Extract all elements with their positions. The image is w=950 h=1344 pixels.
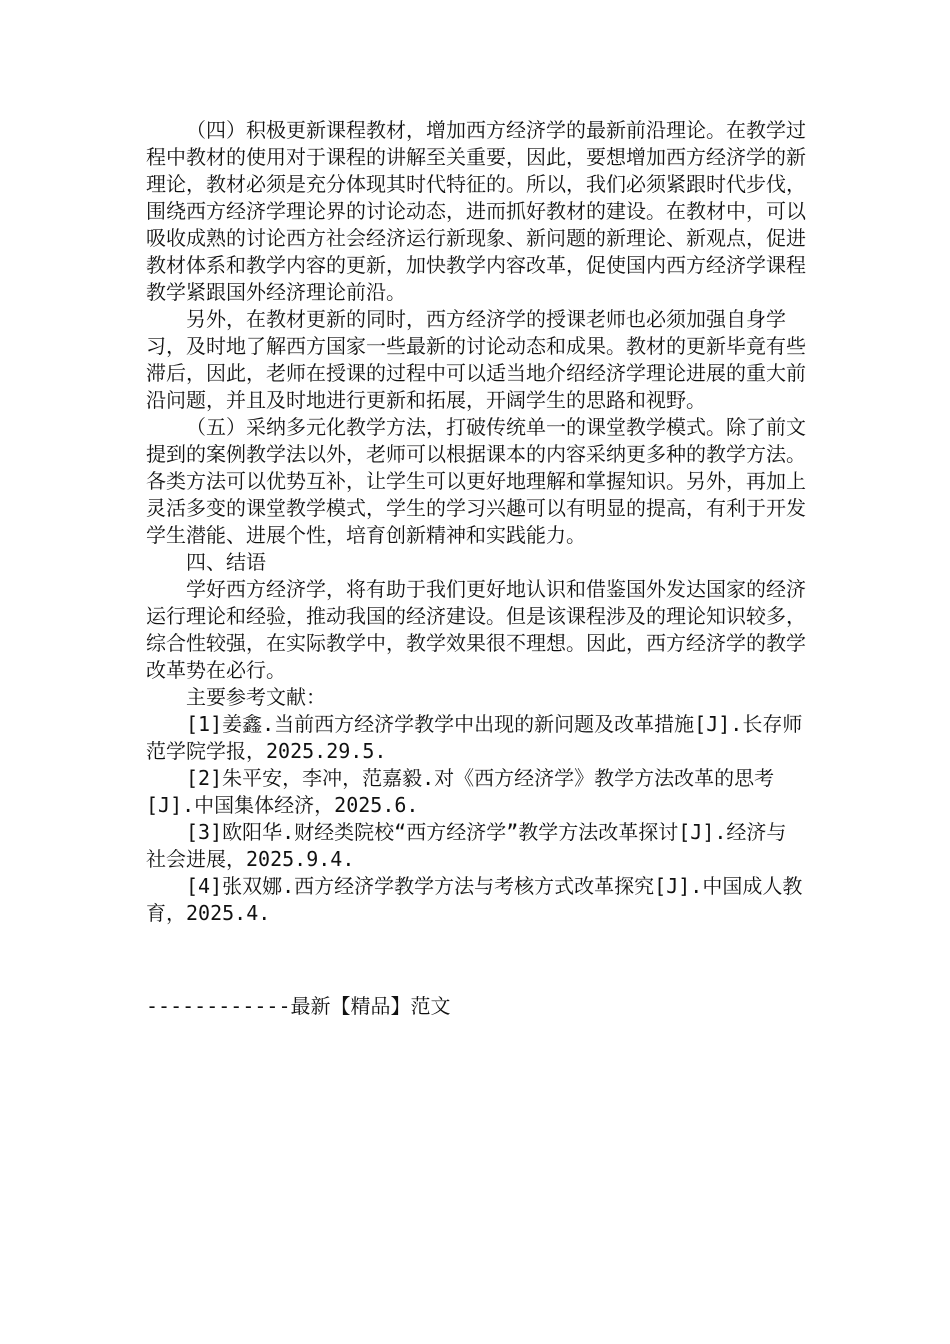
paragraph-textbook-update: （四）积极更新课程教材，增加西方经济学的最新前沿理论。在教学过程中教材的使用对于课程的讲解至关重要，因此，要想增加西方经济学的新理论，教材必须是充分体现其时代特征的。所以，我们必须紧跟时代步伐，围绕西方经济学理论界的讨论动态，进而抓好教材的建设。在教材中，可以吸收成熟的讨论西方社会经济运行新现象、新问题的新理论、新观点，促进教材体系和教学内容的更新，加快教学内容改革，促使国内西方经济学课程教学紧跟国外经济理论前沿。 bbox=[146, 118, 806, 304]
document-body bbox=[146, 117, 806, 927]
reference-item-3: [3]欧阳华.财经类院校“西方经济学”教学方法改革探讨[J].经济与社会进展，2025.9.4. bbox=[146, 820, 787, 871]
references-heading: 主要参考文献： bbox=[186, 685, 326, 709]
reference-item-1: [1]姜鑫.当前西方经济学教学中出现的新问题及改革措施[J].长存师范学院学报，2025.29.5. bbox=[146, 712, 803, 763]
footer-text: ------------最新【精品】范文 bbox=[146, 994, 451, 1018]
reference-item-4: [4]张双娜.西方经济学教学方法与考核方式改革探究[J].中国成人教育，2025.4. bbox=[146, 874, 803, 925]
paragraph-conclusion: 学好西方经济学，将有助于我们更好地认识和借鉴国外发达国家的经济运行理论和经验，推动我国的经济建设。但是该课程涉及的理论知识较多，综合性较强，在实际教学中，教学效果很不理想。因此，西方经济学的教学改革势在必行。 bbox=[146, 577, 806, 682]
paragraph-teacher-learning: 另外，在教材更新的同时，西方经济学的授课老师也必须加强自身学习，及时地了解西方国家一些最新的讨论动态和成果。教材的更新毕竟有些滞后，因此，老师在授课的过程中可以适当地介绍经济学理论进展的重大前沿问题，并且及时地进行更新和拓展，开阔学生的思路和视野。 bbox=[146, 307, 806, 412]
section-heading-conclusion: 四、结语 bbox=[186, 550, 266, 574]
paragraph-teaching-methods: （五）采纳多元化教学方法，打破传统单一的课堂教学模式。除了前文提到的案例教学法以外，老师可以根据课本的内容采纳更多种的教学方法。各类方法可以优势互补，让学生可以更好地理解和掌握知识。另外，再加上灵活多变的课堂教学模式，学生的学习兴趣可以有明显的提高，有利于开发学生潜能、进展个性，培育创新精神和实践能力。 bbox=[146, 415, 806, 547]
reference-item-2: [2]朱平安，李冲，范嘉毅.对《西方经济学》教学方法改革的思考[J].中国集体经济，2025.6. bbox=[146, 766, 775, 817]
